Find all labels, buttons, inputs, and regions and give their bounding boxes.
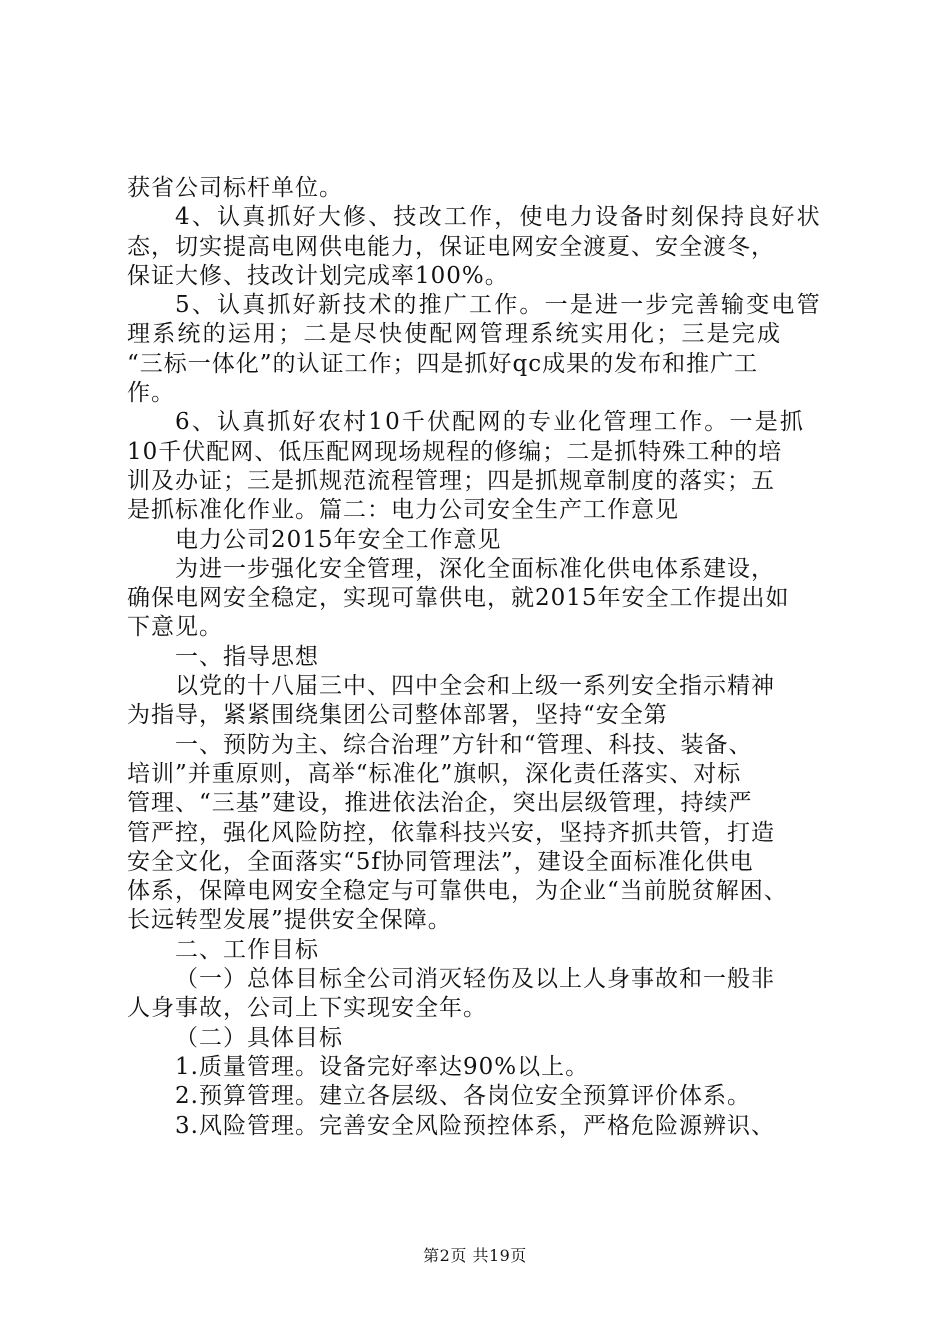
list-item: 2.预算管理。建立各层级、各岗位安全预算评价体系。 xyxy=(175,1083,751,1110)
list-item: 1.质量管理。设备完好率达90%以上。 xyxy=(175,1053,590,1080)
section-heading: 二、工作目标 xyxy=(175,936,319,963)
text-line: 一、预防为主、综合治理”方针和“管理、科技、装备、 xyxy=(175,731,753,758)
text-line: 长远转型发展”提供安全保障。 xyxy=(127,907,452,934)
text-line: 人身事故，公司上下实现安全年。 xyxy=(127,995,487,1022)
text-line: （一）总体目标全公司消灭轻伤及以上人身事故和一般非 xyxy=(175,966,775,993)
document-body xyxy=(127,174,833,1141)
text-line: 4、认真抓好大修、技改工作，使电力设备时刻保持良好状 xyxy=(175,204,822,231)
text-line: 体系，保障电网安全稳定与可靠供电，为企业“当前脱贫解困、 xyxy=(127,878,788,905)
text-line: 保证大修、技改计划完成率100%。 xyxy=(127,262,509,289)
text-line: 态，切实提高电网供电能力，保证电网安全渡夏、安全渡冬， xyxy=(127,233,775,260)
list-item: 3.风险管理。完善安全风险预控体系，严格危险源辨识、 xyxy=(175,1112,775,1139)
text-line: 10千伏配网、低压配网现场规程的修编；二是抓特殊工种的培 xyxy=(127,438,783,465)
text-line: 理系统的运用；二是尽快使配网管理系统实用化；三是完成 xyxy=(127,321,783,348)
text-line: 5、认真抓好新技术的推广工作。一是进一步完善输变电管 xyxy=(175,292,822,319)
text-line: 作。 xyxy=(127,380,175,407)
text-line: “三标一体化”的认证工作；四是抓好qc成果的发布和推广工 xyxy=(127,350,759,377)
text-line: 为指导，紧紧围绕集团公司整体部署，坚持“安全第 xyxy=(127,702,668,729)
text-line: 管理、“三基”建设，推进依法治企，突出层级管理，持续严 xyxy=(127,790,753,817)
text-line: 获省公司标杆单位。 xyxy=(127,175,343,201)
text-line: 以党的十八届三中、四中全会和上级一系列安全指示精神 xyxy=(175,673,775,700)
text-line: 训及办证；三是抓规范流程管理；四是抓规章制度的落实；五 xyxy=(127,467,775,494)
text-line: 安全文化，全面落实“5f协同管理法”，建设全面标准化供电 xyxy=(127,848,754,875)
section-heading: 一、指导思想 xyxy=(175,643,319,670)
text-line: 是抓标准化作业。篇二：电力公司安全生产工作意见 xyxy=(127,497,679,524)
page-number-footer: 第2页 共19页 xyxy=(423,1246,527,1265)
text-line: 6、认真抓好农村10千伏配网的专业化管理工作。一是抓 xyxy=(175,409,806,436)
text-line: 电力公司2015年安全工作意见 xyxy=(175,526,502,553)
text-line: 培训”并重原则，高举“标准化”旗帜，深化责任落实、对标 xyxy=(127,760,742,787)
text-line: 为进一步强化安全管理，深化全面标准化供电体系建设， xyxy=(175,555,775,582)
text-line: 管严控，强化风险防控，依靠科技兴安，坚持齐抓共管，打造 xyxy=(127,819,775,846)
subsection-heading: （二）具体目标 xyxy=(175,1024,343,1051)
text-line: 下意见。 xyxy=(127,614,223,641)
text-line: 确保电网安全稳定，实现可靠供电，就2015年安全工作提出如 xyxy=(127,585,790,612)
